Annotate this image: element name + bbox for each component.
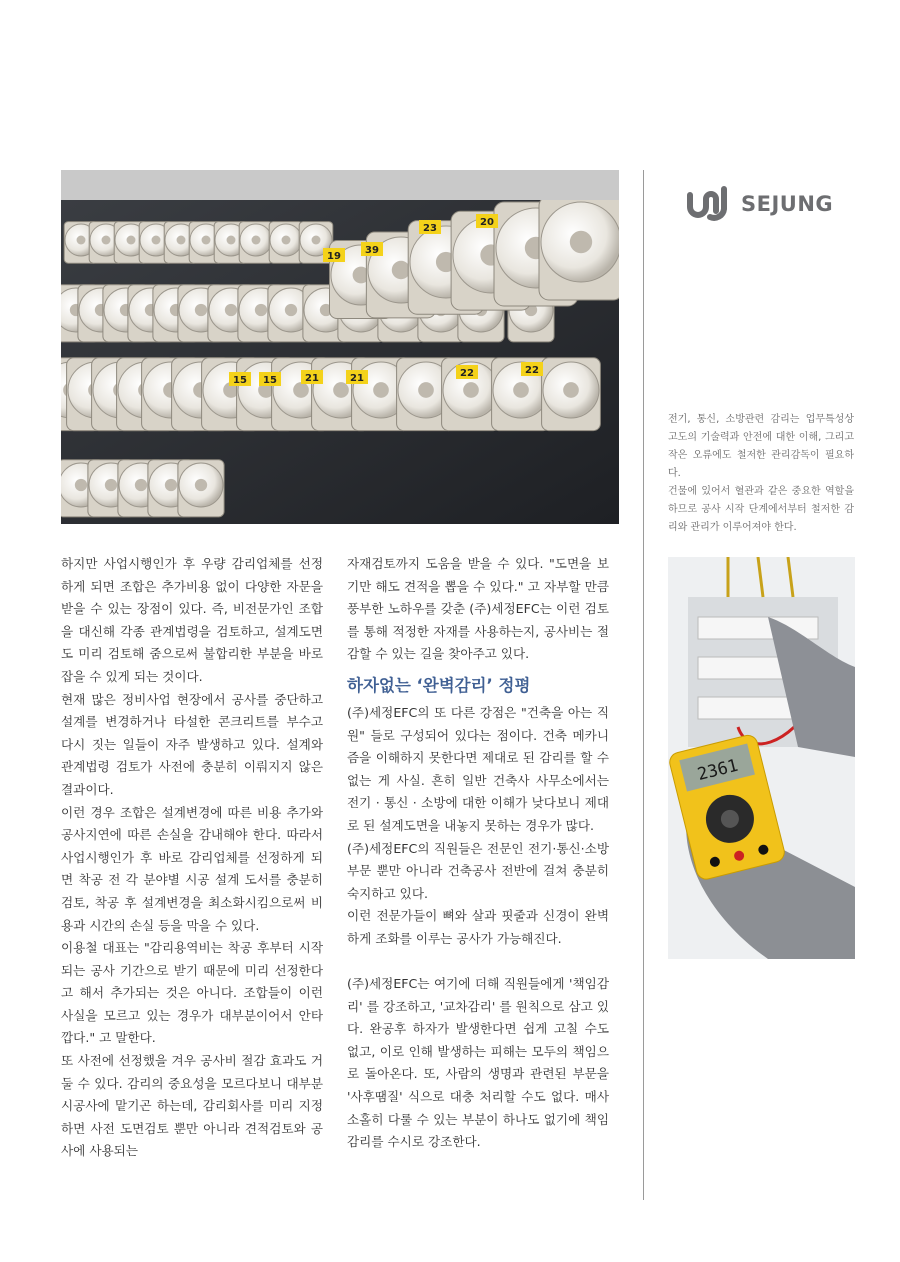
multimeter-photo [668,557,855,959]
article-paragraph: 현재 많은 정비사업 현장에서 공사를 중단하고 설계를 변경하거나 타설한 콘크리트를 부수고 다시 짓는 일들이 자주 발생하고 있다. 설계와 관계법령 검토가 사전에 충분히 이뤄지지 않은 결과이다. [61,691,323,797]
fuse-contact [563,382,579,398]
fuse-contact [463,382,479,398]
fuse-panel-illustration [61,200,619,524]
article-paragraph: 하지만 사업시행인가 후 우량 감리업체를 선정하게 되면 조합은 추가비용 없이 다양한 자문을 받을 수 있는 장점이 있다. 즉, 비전문가인 조합을 대신해 각종 관계법령을 검토하고, 설계도면도 미리 검토해 줌으로써 불합리한 부분을 바로 잡을 수 있게 되는 것이다. [61,556,323,684]
fuse-contact [418,382,434,398]
fuse-contact [165,479,177,491]
sejung-logo-icon [686,183,738,223]
article-paragraph: 자재검토까지 도움을 받을 수 있다. "도면을 보기만 해도 견적을 뽑을 수 있다." 고 자부할 만큼 풍부한 노하우를 갖춘 (주)세정EFC는 이런 검토를 통해 적정한 자재를 사용하는지, 공사비는 절감할 수 있는 길을 찾아주고 있다. [347,556,609,662]
article-paragraph: 이런 경우 조합은 설계변경에 따른 비용 추가와 공사지연에 따른 손실을 감내해야 한다. 따라서 사업시행인가 후 바로 감리업체를 선정하게 되면 착공 전 각 분야별 시공 설계 도서를 충분히 검토, 착공 후 설계변경을 최소화시킴으로써 비용과 시간의 손실 등을 막을 수 있다. [61,804,323,933]
fuse-contact [570,231,592,253]
fuse-contact [77,236,86,245]
fuse-contact [293,382,309,398]
article-column-left [61,553,323,1163]
fuse-contact [312,236,321,245]
sidebar-note-paragraph: 건물에 있어서 혈관과 같은 중요한 역할을 하므로 공사 시작 단계에서부터 철저한 감리와 관리가 이루어져야 한다. [668,486,854,533]
fuse-contact [255,304,267,316]
fuse-contact [152,236,161,245]
section-heading: 하자없는 ‘완벽감리’ 정평 [347,675,531,695]
fuse-contact [285,304,297,316]
fuse-label-number: 39 [365,245,379,256]
sidebar-note-paragraph: 전기, 통신, 소방관련 감리는 업무특성상 고도의 기술력과 안전에 대한 이해, 그리고 작은 오류에도 철저한 관리감독이 필요하다. [668,414,854,479]
fuse-label-number: 22 [525,365,539,376]
fuse-contact [225,304,237,316]
fuse-contact [177,236,186,245]
fuse-label-number: 23 [423,223,437,234]
fuse-contact [513,382,529,398]
article-paragraph: 이런 전문가들이 뼈와 살과 핏줄과 신경이 완벽하게 조화를 이루는 공사가 가능해진다. [347,908,609,946]
fuse-contact [105,479,117,491]
fuse-contact [195,304,207,316]
article-paragraph: (주)세정EFC의 직원들은 전문인 전기·통신·소방 부문 뿐만 아니라 건축공사 전반에 걸쳐 충분히 숙지하고 있다. [347,840,609,901]
article-paragraph: 또 사전에 선정했을 겨우 공사비 절감 효과도 거둘 수 있다. 감리의 중요성을 모르다보니 대부분 시공사에 맡기곤 하는데, 감리회사를 미리 지정하면 사전 도면검토 뿐만 아니라 견적검토와 공사에 사용되는 [61,1053,323,1159]
article-paragraph: 이용철 대표는 "감리용역비는 착공 후부터 시작되는 공사 기간으로 받기 때문에 미리 선정한다고 해서 추가되는 것은 아니다. 조합들이 이런 사실을 모르고 있는 경우가 대부분이어서 안타깝다." 고 말한다. [61,940,323,1046]
fuse-contact [333,382,349,398]
sidebar-note [668,411,854,537]
fuse-label-number: 21 [350,373,364,384]
fuse-contact [202,236,211,245]
fuse-contact [392,261,410,279]
fuse-panel-photo [61,200,619,524]
sejung-logo [686,183,846,223]
article-paragraph: (주)세정EFC의 또 다른 강점은 "건축을 아는 직원" 들로 구성되어 있다는 점이다. 건축 메카니즘을 이해하지 못한다면 제대로 된 감리를 할 수 없는 게 사실. 흔히 일반 건축사 사무소에서는 전기 · 통신 · 소방에 대한 이해가 낮다보니 제대로 된 설계도면을 내놓지 못하는 경우가 많다. [347,704,609,833]
meter-reading: 2361 [695,755,741,786]
fuse-label-number: 19 [327,251,341,262]
fuse-contact [102,236,111,245]
fuse-contact [127,236,136,245]
fuse-label-number: 21 [305,373,319,384]
fuse-contact [373,382,389,398]
fuse-label-number: 20 [480,217,494,228]
fuse-contact [282,236,291,245]
article-column-right [347,553,609,1154]
fuse-contact [135,479,147,491]
article-paragraph: (주)세정EFC는 여기에 더해 직원들에게 '책임감리' 를 강조하고, '교차감리' 를 원칙으로 삼고 있다. 완공후 하자가 발생한다면 쉽게 고칠 수도 없고, 이로 인해 발생하는 피해는 모두의 책임으로 돌아온다. 또, 사람의 생명과 관련된 부문을 '사후땜질' 식으로 대충 처리할 수도 없다. 매사 소홀히 다룰 수 있는 부분이 하나도 없기에 책임감리를 수시로 강조한다. [347,976,609,1150]
fuse-contact [252,236,261,245]
column-divider [643,170,644,1200]
fuse-contact [227,236,236,245]
paragraph-gap [347,951,609,974]
fuse-contact [195,479,207,491]
logo-wordmark: SEJUNG [741,192,834,216]
fuse-label-number: 15 [233,375,247,386]
fuse-label-number: 15 [263,375,277,386]
multimeter-illustration [668,557,855,959]
fuse-contact [75,479,87,491]
header-grey-bar [61,170,619,200]
fuse-label-number: 22 [460,368,474,379]
